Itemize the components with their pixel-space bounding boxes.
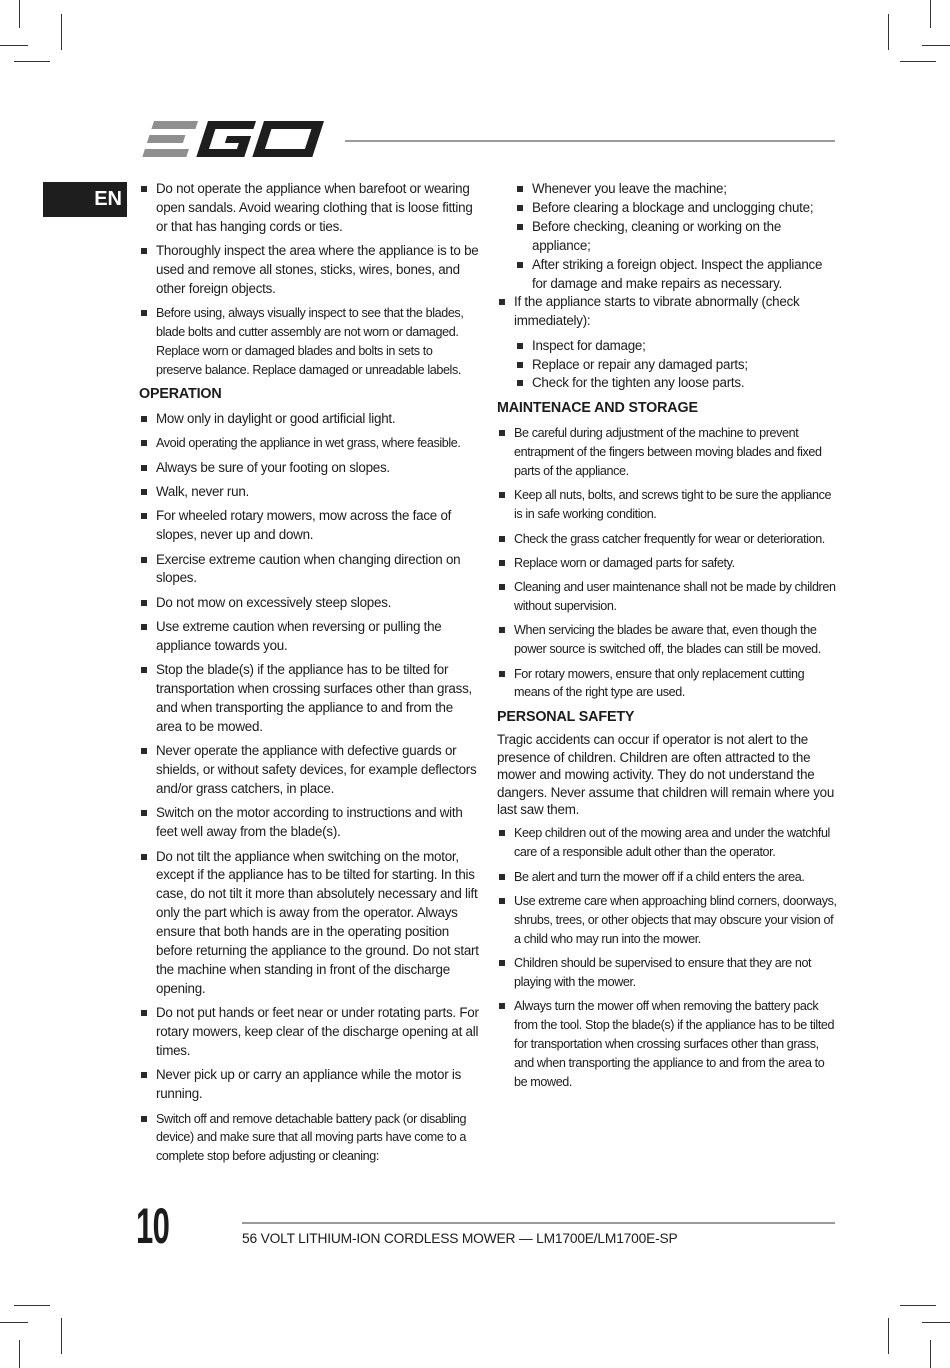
intro-list (139, 180, 479, 380)
list-item: Mow only in daylight or good artificial light. (139, 410, 479, 429)
crop-mark (900, 61, 936, 62)
list-item: Use extreme care when approaching blind corners, doorways, shrubs, trees, or other objects that may obscure your vision of a child who may run into the mower. (497, 892, 837, 949)
list-item: Thoroughly inspect the area where the appliance is to be used and remove all stones, sticks, wires, bones, and other foreign objects. (139, 242, 479, 299)
list-item: Replace worn or damaged parts for safety. (497, 554, 837, 573)
crop-mark (19, 0, 20, 28)
list-item: For rotary mowers, ensure that only replacement cutting means of the right type are used. (497, 665, 837, 703)
list-item: Cleaning and user maintenance shall not be made by children without supervision. (497, 578, 837, 616)
operation-list (139, 410, 479, 1166)
list-item: Children should be supervised to ensure that they are not playing with the mower. (497, 954, 837, 992)
list-item: Keep children out of the mowing area and under the watchful care of a responsible adult other than the operator. (497, 824, 837, 862)
sub-list-item: Before clearing a blockage and unclogging chute; (515, 199, 837, 218)
crop-mark (888, 1318, 889, 1354)
sub-list-item: Replace or repair any damaged parts; (515, 356, 837, 375)
list-item: Use extreme caution when reversing or pulling the appliance towards you. (139, 618, 479, 656)
list-item: Stop the blade(s) if the appliance has to be tilted for transportation when crossing surfaces other than grass, and when transporting the appliance to and from the area to be mowed. (139, 661, 479, 737)
crop-mark (0, 45, 28, 46)
crop-mark (61, 1318, 62, 1354)
crop-mark (19, 1340, 20, 1368)
crop-mark (888, 14, 889, 50)
list-item: Before using, always visually inspect to see that the blades, blade bolts and cutter assembly are not worn or damaged. Replace worn or damaged blades and bolts in sets to preserve balance. Replace damaged or unreadable labels. (139, 304, 479, 380)
list-item: Switch on the motor according to instructions and with feet well away from the blade(s). (139, 804, 479, 842)
list-item: Be alert and turn the mower off if a child enters the area. (497, 868, 837, 887)
crop-mark (14, 61, 50, 62)
footer-rule (242, 1222, 835, 1224)
crop-mark (930, 0, 931, 28)
list-item: Exercise extreme caution when changing direction on slopes. (139, 551, 479, 589)
list-item: Avoid operating the appliance in wet grass, where feasible. (139, 434, 479, 453)
footer-title: 56 VOLT LITHIUM-ION CORDLESS MOWER — LM1700E/LM1700E-SP (242, 1231, 678, 1246)
list-item: For wheeled rotary mowers, mow across the face of slopes, never up and down. (139, 507, 479, 545)
right-column (497, 180, 837, 1097)
list-item: When servicing the blades be aware that, even though the power source is switched off, the blades can still be moved. (497, 621, 837, 659)
list-item: Switch off and remove detachable battery pack (or disabling device) and make sure that all moving parts have come to a complete stop before adjusting or cleaning: (139, 1110, 479, 1167)
maintenance-list (497, 424, 837, 702)
operation-heading: OPERATION (139, 386, 222, 403)
crop-mark (900, 1305, 936, 1306)
crop-mark (0, 1322, 28, 1323)
list-item: Walk, never run. (139, 483, 479, 502)
stop-sub-list (515, 180, 837, 293)
header-rule (345, 140, 835, 142)
crop-mark (930, 1340, 931, 1368)
crop-mark (922, 1322, 950, 1323)
list-item: Never pick up or carry an appliance while the motor is running. (139, 1066, 479, 1104)
crop-mark (14, 1305, 50, 1306)
personal-safety-list (497, 824, 837, 1091)
vibrate-sub-list (515, 337, 837, 394)
crop-mark (61, 14, 62, 50)
personal-safety-paragraph: Tragic accidents can occur if operator is not alert to the presence of children. Children are often attracted to the mower and mowing activity. They do not understand the dangers. Never assume that children will remain where you last saw them. (497, 732, 835, 817)
vibrate-list (497, 293, 837, 331)
page-number: 10 (136, 1198, 170, 1254)
personal-safety-heading: PERSONAL SAFETY (497, 709, 635, 726)
crop-mark (922, 45, 950, 46)
language-tab: EN (43, 182, 127, 217)
list-item: Do not operate the appliance when barefoot or wearing open sandals. Avoid wearing clothing that is loose fitting or that has hanging cords or ties. (139, 180, 479, 237)
list-item: Be careful during adjustment of the machine to prevent entrapment of the fingers between moving blades and fixed parts of the appliance. (497, 424, 837, 481)
list-item: Always be sure of your footing on slopes. (139, 459, 479, 478)
sub-list-item: Check for the tighten any loose parts. (515, 374, 837, 393)
sub-list-item: Before checking, cleaning or working on the appliance; (515, 218, 837, 256)
list-item: Do not put hands or feet near or under rotating parts. For rotary mowers, keep clear of the discharge opening at all times. (139, 1004, 479, 1061)
ego-logo (139, 118, 329, 162)
maintenance-heading: MAINTENACE AND STORAGE (497, 400, 698, 417)
list-item: If the appliance starts to vibrate abnormally (check immediately): (497, 293, 837, 331)
left-column (139, 180, 479, 1172)
list-item: Do not mow on excessively steep slopes. (139, 594, 479, 613)
sub-list-item: Whenever you leave the machine; (515, 180, 837, 199)
list-item: Do not tilt the appliance when switching on the motor, except if the appliance has to be tilted for starting. In this case, do not tilt it more than absolutely necessary and lift only the part which is away from the operator. Always ensure that both hands are in the operating position before returning the appliance to the ground. Do not start the machine when standing in front of the discharge opening. (139, 848, 479, 999)
list-item: Always turn the mower off when removing the battery pack from the tool. Stop the blade(s) if the appliance has to be tilted for transportation when crossing surfaces other than grass, and when transporting the appliance to and from the area to be mowed. (497, 997, 837, 1092)
sub-list-item: After striking a foreign object. Inspect the appliance for damage and make repairs as necessary. (515, 256, 837, 294)
sub-list-item: Inspect for damage; (515, 337, 837, 356)
list-item: Keep all nuts, bolts, and screws tight to be sure the appliance is in safe working condition. (497, 486, 837, 524)
list-item: Never operate the appliance with defective guards or shields, or without safety devices, for example deflectors and/or grass catchers, in place. (139, 742, 479, 799)
list-item: Check the grass catcher frequently for wear or deterioration. (497, 530, 837, 549)
